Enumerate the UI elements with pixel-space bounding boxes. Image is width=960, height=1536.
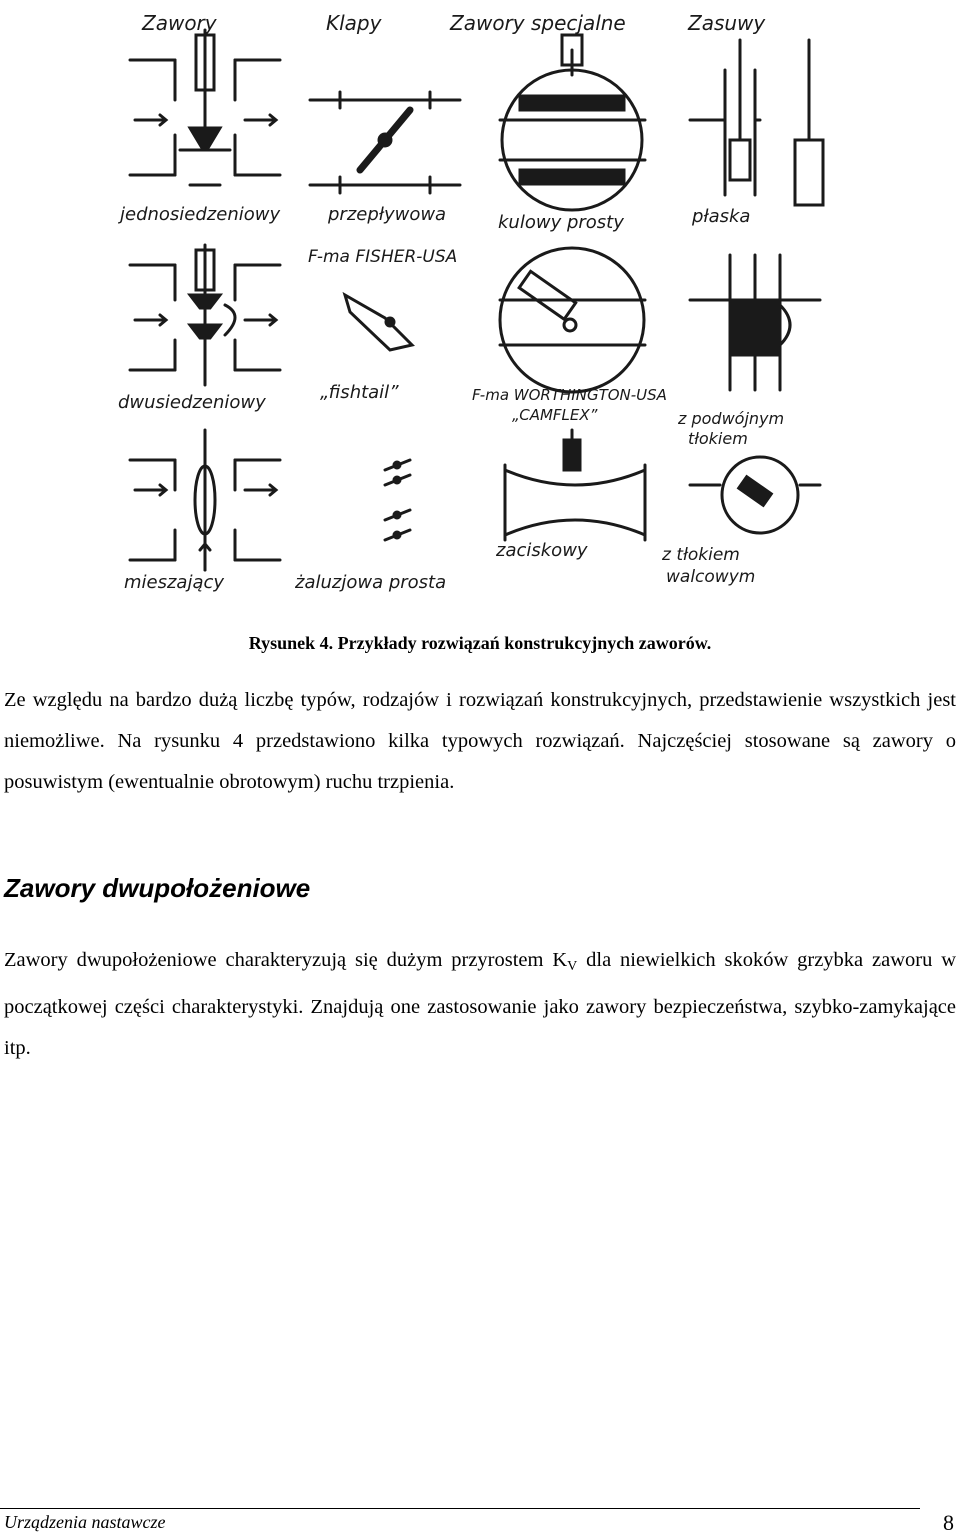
paragraph-text-end: dla niewielkich skoków grzybka zaworu w początkowej części charakterystyki. Znajdują one zastosowanie jako zawory bezpieczeństwa, szybko-zamykające itp. (4, 949, 956, 1059)
figure-caption: Rysunek 4. Przykłady rozwiązań konstrukcyjnych zaworów. (248, 633, 712, 653)
label-jednosiedzeniowy: jednosiedzeniowy (120, 204, 281, 225)
label-podwojnym-1: z podwójnym (678, 409, 785, 428)
page-number: 8 (943, 1510, 954, 1535)
paragraph-two-position (4, 940, 956, 1069)
kv-subscript: V (567, 959, 578, 974)
double-piston-gate-drawing (690, 255, 820, 390)
double-seat-valve-drawing (130, 245, 280, 385)
valve-figure (100, 0, 860, 612)
label-przeplywowa: przepływowa (328, 204, 447, 225)
camflex-valve-drawing (500, 248, 645, 392)
label-walcowym-1: z tłokiem (662, 545, 740, 565)
fishtail-valve-drawing (345, 295, 412, 350)
label-zaluzjowa: żaluzjowa prosta (295, 572, 447, 593)
footer-divider (0, 1508, 920, 1509)
label-kulowy: kulowy prosty (498, 212, 624, 233)
label-fishtail: „fishtail” (320, 382, 399, 403)
label-podwojnym-2: tłokiem (688, 429, 748, 448)
mixing-valve-drawing (130, 430, 280, 570)
single-seat-valve-drawing (130, 30, 280, 185)
section-heading: Zawory dwupołożeniowe (4, 873, 311, 903)
label-worthington: F-ma WORTHINGTON-USA (472, 386, 667, 404)
label-camflex: „CAMFLEX” (512, 406, 598, 424)
header-klapy: Klapy (326, 11, 382, 35)
paragraph-text-start: Zawory dwupołożeniowe charakteryzują się dużym przyrostem K (4, 949, 568, 971)
label-plaska: płaska (692, 206, 751, 227)
label-fisher: F-ma FISHER-USA (308, 247, 458, 267)
pinch-valve-drawing (505, 430, 645, 540)
louver-damper-drawing (385, 460, 410, 540)
label-dwusiedzeniowy: dwusiedzeniowy (118, 392, 266, 413)
label-mieszajacy: mieszający (124, 572, 225, 593)
valve-drawings (100, 0, 860, 612)
footer-title: Urządzenia nastawcze (4, 1512, 166, 1532)
cylindrical-piston-gate-drawing (690, 457, 820, 533)
gate-valve-drawing (690, 40, 823, 205)
label-walcowym-2: walcowym (666, 567, 756, 587)
label-zaciskowy: zaciskowy (496, 540, 588, 561)
paragraph-intro: Ze względu na bardzo dużą liczbę typów, rodzajów i rozwiązań konstrukcyjnych, przedstawienie wszystkich jest niemożliwe. Na rysunku 4 przedstawiono kilka typowych rozwiązań. Najczęściej stosowane są zawory o posuwistym (ewentualnie obrotowym) ruchu trzpienia. (4, 689, 956, 793)
header-zawory: Zawory (142, 11, 217, 35)
header-zasuwy: Zasuwy (688, 11, 766, 35)
ball-valve-drawing (500, 35, 645, 210)
header-zawory-specjalne: Zawory specjalne (450, 11, 626, 35)
butterfly-valve-drawing (310, 92, 460, 193)
